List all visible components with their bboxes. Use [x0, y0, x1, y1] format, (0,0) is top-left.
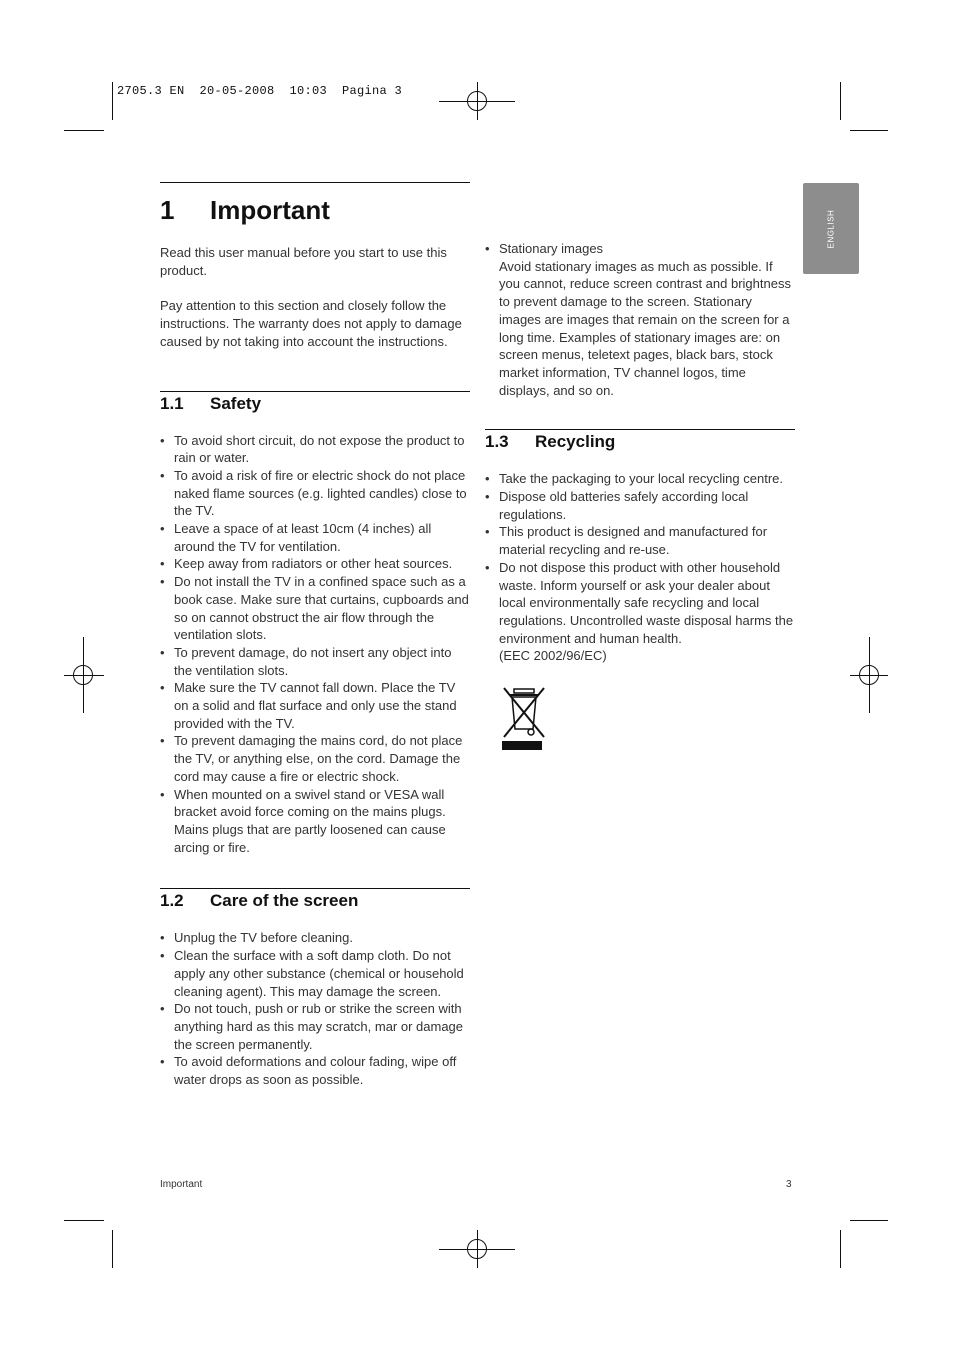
section-title-text: Safety — [210, 393, 262, 413]
list-item: • Leave a space of at least 10cm (4 inches) all around the TV for ventilation. — [160, 520, 470, 555]
stationary-images-list — [485, 240, 795, 399]
screen-care-list — [160, 929, 470, 1088]
list-item: • To prevent damage, do not insert any object into the ventilation slots. — [160, 644, 470, 679]
list-item-text: Do not dispose this product with other household waste. Inform yourself or ask your dealer about local environmentally safe recycling and local regulations. Uncontrolled waste disposal harms the environment and human health. — [499, 559, 794, 646]
section-title-safety — [160, 394, 470, 414]
intro-paragraph: Pay attention to this section and closely follow the instructions. The warranty does not apply to damage caused by not taking into account the instructions. — [160, 298, 462, 349]
section-title-text: Recycling — [535, 432, 616, 452]
chapter-title-text: Important — [210, 195, 330, 225]
section-title-text: Care of the screen — [210, 891, 359, 911]
list-item: • To avoid a risk of fire or electric shock do not place naked flame sources (e.g. lighted candles) close to the TV. — [160, 467, 470, 520]
list-item: • Unplug the TV before cleaning. — [160, 929, 470, 947]
recycling-list — [485, 470, 795, 665]
list-item: • When mounted on a swivel stand or VESA wall bracket avoid force coming on the mains plugs. Mains plugs that are partly loosened can cause arcing or fire. — [160, 786, 470, 857]
list-item: • Take the packaging to your local recycling centre. — [485, 470, 795, 488]
safety-list — [160, 432, 470, 857]
section-rule — [160, 888, 470, 889]
chapter-rule — [160, 182, 470, 183]
section-title-recycling — [485, 432, 795, 452]
section-rule — [485, 429, 795, 430]
list-item: • This product is designed and manufactured for material recycling and re-use. — [485, 523, 795, 558]
stationary-images-body: Avoid stationary images as much as possible. If you cannot, reduce screen contrast and brightness to prevent damage to the screen. Stationary images are images that remain on the screen for a long time. Examples of stationary images are: on screen menus, teletext pages, black bars, stock market information, TV channel logos, time displays, and so on. — [499, 258, 791, 398]
list-item: • To avoid short circuit, do not expose the product to rain or water. — [160, 432, 470, 467]
list-item: • To avoid deformations and colour fading, wipe off water drops as soon as possible. — [160, 1053, 470, 1088]
section-number: 1.2 — [160, 891, 184, 911]
list-item: • Clean the surface with a soft damp cloth. Do not apply any other substance (chemical or household cleaning agent). This may damage the screen. — [160, 947, 470, 1000]
list-item: • Make sure the TV cannot fall down. Place the TV on a solid and flat surface and only use the stand provided with the TV. — [160, 679, 470, 732]
section-rule — [160, 391, 470, 392]
stationary-images-heading: Stationary images — [499, 241, 604, 256]
crossed-out-wheelie-bin-icon — [501, 685, 547, 756]
list-item: • Do not touch, push or rub or strike the screen with anything hard as this may scratch, mar or damage the screen permanently. — [160, 1000, 470, 1053]
list-item — [485, 240, 795, 399]
left-column — [160, 182, 470, 1089]
list-item: • To prevent damaging the mains cord, do not place the TV, or anything else, on the cord. Damage the cord may cause a fire or electric shock. — [160, 732, 470, 785]
list-item — [485, 559, 795, 665]
intro-paragraph: Read this user manual before you start to use this product. — [160, 245, 447, 278]
print-slug: 2705.3 EN 20-05-2008 10:03 Pagina 3 — [117, 84, 403, 98]
footer-section-name: Important — [160, 1179, 203, 1190]
footer-page-number: 3 — [786, 1179, 792, 1190]
right-column — [485, 240, 795, 756]
section-number: 1.3 — [485, 432, 509, 452]
chapter-title — [160, 195, 470, 226]
section-number: 1.1 — [160, 393, 184, 413]
language-tab-label: ENGLISH — [826, 209, 836, 248]
chapter-number: 1 — [160, 195, 175, 225]
directive-reference: (EEC 2002/96/EC) — [499, 648, 607, 664]
section-title-screen — [160, 891, 470, 911]
list-item: • Dispose old batteries safely according local regulations. — [485, 488, 795, 523]
list-item: • Keep away from radiators or other heat sources. — [160, 555, 470, 573]
language-tab — [803, 183, 859, 274]
list-item: • Do not install the TV in a confined space such as a book case. Make sure that curtains, cupboards and so on cannot obstruct the air flow through the ventilation slots. — [160, 573, 470, 644]
